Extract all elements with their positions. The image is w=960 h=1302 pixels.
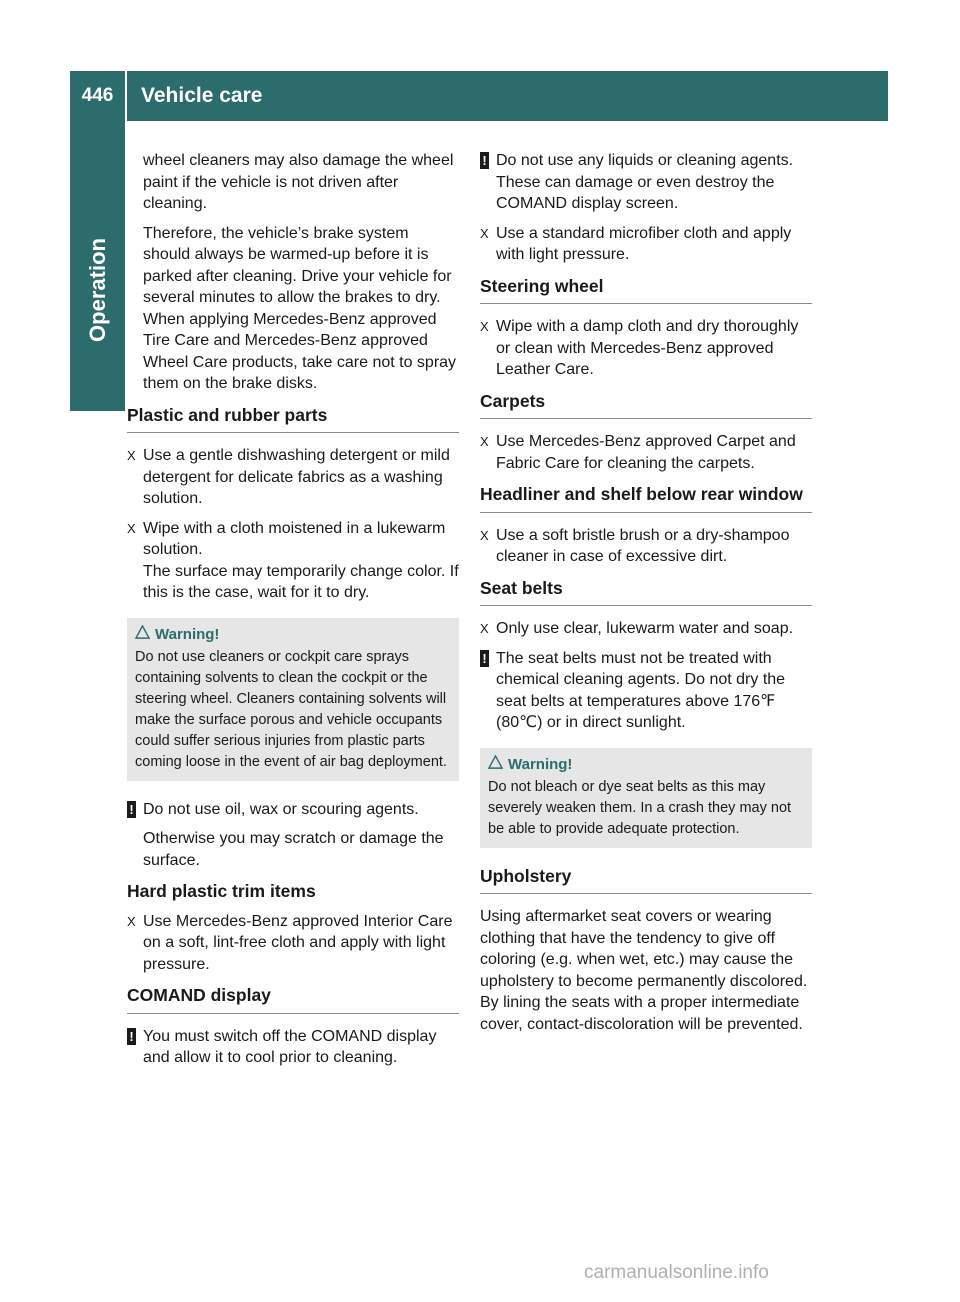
watermark: carmanualsonline.info	[584, 1262, 769, 1283]
list-item: X Wipe with a cloth moistened in a lukewarm solution. The surface may temporarily change color. If this is the case, wait for it to dry.	[127, 519, 459, 601]
bullet-arrow-icon: X	[480, 621, 489, 636]
intro-paragraph: wheel cleaners may also damage the wheel paint if the vehicle is not driven after cleaning.	[143, 152, 454, 212]
right-column	[480, 150, 812, 1043]
note-continuation: Otherwise you may scratch or damage the surface.	[143, 830, 444, 869]
page-header	[70, 71, 888, 121]
warning-box	[127, 618, 459, 781]
bullet-arrow-icon: X	[480, 225, 489, 241]
list-item: X Wipe with a damp cloth and dry thoroughly or clean with Mercedes-Benz approved Leather Care.	[480, 318, 799, 378]
warning-triangle-icon	[135, 625, 150, 640]
warning-text: Do not bleach or dye seat belts as this may severely weaken them. In a crash they may not be able to provide adequate protection.	[488, 778, 792, 837]
body-paragraph: Using aftermarket seat covers or wearing clothing that have the tendency to give off coloring (e.g. when wet, etc.) may cause the upholstery to become permanently discolored. By lining the seats with a proper intermediate cover, contact-discoloration will be prevented.	[480, 908, 808, 1033]
section-heading: Hard plastic trim items	[127, 881, 316, 901]
bullet-arrow-icon: X	[127, 520, 136, 536]
intro-paragraph: Therefore, the vehicle’s brake system should always be warmed-up before it is parked after cleaning. Drive your vehicle for several minutes to allow the brakes to dry. When applying Mercedes-Benz approved Tire Care and Mercedes-Benz approved Wheel Care products, take care not to spray them on the brake disks.	[143, 224, 457, 392]
section-heading: Plastic and rubber parts	[127, 405, 459, 434]
list-item: X Only use clear, lukewarm water and soap.	[480, 618, 812, 640]
list-item: X Use a soft bristle brush or a dry-shampoo cleaner in case of excessive dirt.	[480, 526, 790, 565]
section-heading: Seat belts	[480, 578, 812, 607]
exclamation-icon: !	[480, 152, 489, 169]
section-heading: Steering wheel	[480, 276, 812, 305]
warning-triangle-icon	[488, 755, 503, 770]
section-heading: Upholstery	[480, 866, 812, 895]
note: ! Do not use any liquids or cleaning agents. These can damage or even destroy the COMAND display screen.	[480, 150, 812, 215]
left-column	[127, 150, 459, 1077]
list-item: X Use a standard microfiber cloth and apply with light pressure.	[480, 224, 792, 263]
bullet-arrow-icon: X	[480, 319, 489, 334]
warning-box	[480, 748, 812, 848]
warning-title: Warning!	[135, 624, 451, 645]
section-heading: COMAND display	[127, 985, 459, 1014]
exclamation-icon: !	[480, 650, 489, 667]
warning-text: Do not use cleaners or cockpit care sprays containing solvents to clean the cockpit or the steering wheel. Cleaners containing solvents will make the surface porous and vehicle occupants could suffer serious injuries from plastic parts coming loose in the event of air bag deployment.	[135, 648, 447, 770]
bullet-arrow-icon: X	[480, 527, 489, 543]
bullet-arrow-icon: X	[127, 448, 136, 463]
bullet-arrow-icon: X	[127, 913, 136, 929]
note: ! Do not use oil, wax or scouring agents.	[127, 799, 459, 821]
side-tab-label: Operation	[84, 238, 110, 342]
exclamation-icon: !	[127, 1028, 136, 1045]
bullet-arrow-icon: X	[480, 434, 489, 449]
note: ! The seat belts must not be treated with chemical cleaning agents. Do not dry the seat belts at temperatures above 176℉ (80℃) or in direct sunlight.	[480, 648, 812, 734]
exclamation-icon: !	[127, 801, 136, 818]
warning-title: Warning!	[488, 754, 804, 775]
list-item: X Use a gentle dishwashing detergent or mild detergent for delicate fabrics as a washing solution.	[127, 447, 450, 507]
page-number: 446	[70, 71, 127, 121]
list-item: X Use Mercedes-Benz approved Carpet and Fabric Care for cleaning the carpets.	[480, 433, 796, 472]
section-heading: Carpets	[480, 391, 812, 420]
list-item: X Use Mercedes-Benz approved Interior Care on a soft, lint-free cloth and apply with light pressure.	[127, 912, 453, 973]
page-title: Vehicle care	[141, 84, 263, 107]
section-heading: Headliner and shelf below rear window	[480, 484, 812, 513]
note: ! You must switch off the COMAND display and allow it to cool prior to cleaning.	[127, 1026, 459, 1069]
